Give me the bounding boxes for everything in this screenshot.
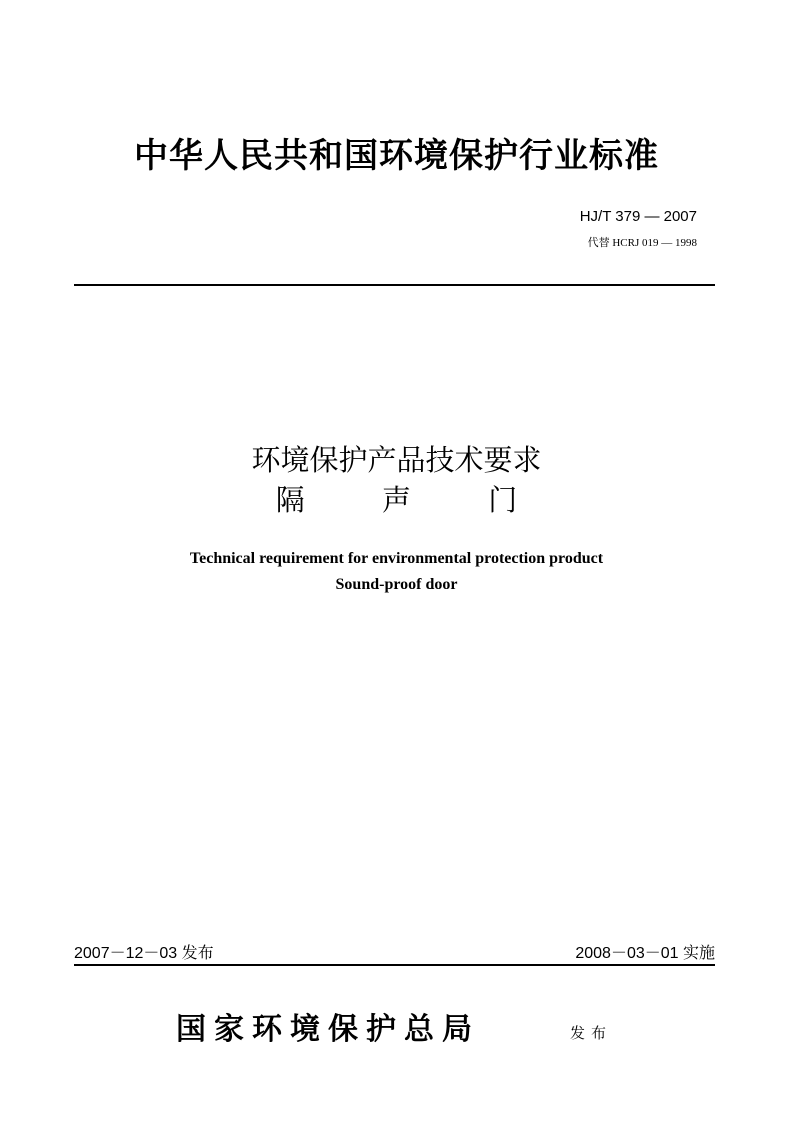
standard-category-title: 中华人民共和国环境保护行业标准 — [134, 136, 659, 176]
standard-code: HJ/T 379 — 2007 — [579, 208, 697, 225]
issue-date: 2007－12－03 发布 — [74, 945, 214, 962]
document-title-cn: 环境保护产品技术要求 — [251, 443, 542, 477]
document-subtitle-cn: 隔 声 门 — [275, 483, 538, 517]
issue-label: 发布 — [570, 1024, 613, 1042]
replaces-code: 代替 HCRJ 019 — 1998 — [587, 237, 697, 249]
issuing-authority: 国家环境保护总局 — [176, 1012, 480, 1047]
bottom-divider — [74, 964, 715, 966]
document-subtitle-en: Sound-proof door — [335, 576, 458, 593]
document-title-en: Technical requirement for environmental protection product — [189, 550, 604, 567]
top-divider — [74, 284, 715, 286]
effective-date: 2008－03－01 实施 — [575, 945, 715, 962]
